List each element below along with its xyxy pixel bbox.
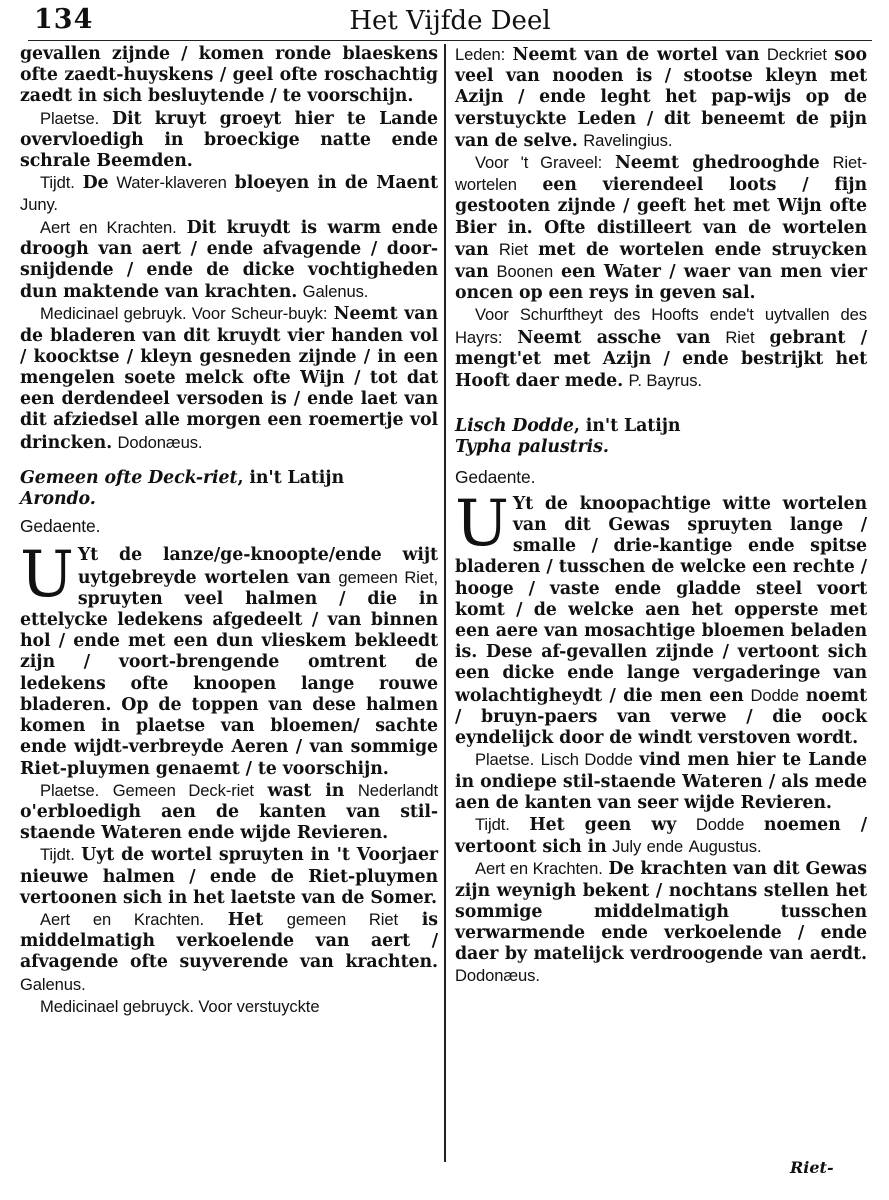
paragraph: Plaetse. Gemeen Deck-riet wast in Nederlandt o'erbloedigh aen de kanten van stil-staende Wateren ende wijde Revieren. bbox=[20, 780, 439, 844]
paragraph: Aert en Krachten. Het gemeen Riet is middelmatigh verkoelende van aert / afvagende ofte suyverende van krachten. Galenus. bbox=[20, 909, 438, 994]
paragraph: U Yt de lanze/ge-knoopte/ende wijt uytgebreyde wortelen van gemeen Riet, spruyten veel halmen / die in ettelycke ledekens afgedeelt / van binnen hol / ende met een dun vlieskem bekleedt zijn / voort-brengende omtrent de ledekens ofte knoopen lange rouwe bladeren. Op de toppen van dese halmen komen in plaetse van bloemen/ sachte ende wijdt-verbreyde Aeren / van sommige Riet-pluymen genaemt / te voorschijn. bbox=[20, 538, 438, 779]
paragraph: Plaetse. Dit kruyt groeyt hier te Lande overvloedigh in broeckige natte ende schrale Beemden. bbox=[20, 108, 438, 172]
paragraph: Aert en Krachten. De krachten van dit Gewas zijn weynigh bekent / nochtans stellen het sommige middelmatigh tusschen verwarmende ende verkoelende / ende daer by matelijck verdroogende van aerdt. Dodonæus. bbox=[455, 859, 867, 986]
paragraph: Voor Schurftheyt des Hoofts ende't uytvallen des Hayrs: Neemt assche van Riet gebrant / mengt'et met Azijn / ende bestrijkt het Hooft daer mede. P. Bayrus. bbox=[455, 305, 867, 392]
latin-name: Arondo. bbox=[20, 489, 96, 510]
drop-cap: U bbox=[20, 538, 74, 613]
catchword: Riet- bbox=[790, 1158, 834, 1177]
left-column bbox=[20, 44, 438, 1018]
drop-cap: U bbox=[455, 486, 509, 561]
paragraph: Plaetse. Lisch Dodde vind men hier te Lande in ondiepe stil-staende Wateren / als mede aen de kanten van seer wijde Revieren. bbox=[455, 750, 867, 813]
latin-name: Typha palustris. bbox=[455, 437, 609, 458]
paragraph: Tijdt. Uyt de wortel spruyten in 't Voorjaer nieuwe halmen / ende de Riet-pluymen vertoonen sich in het laetste van de Somer. bbox=[20, 845, 438, 908]
paragraph: Medicinael gebruyk. Voor Scheur-buyk: Neemt van de bladeren van dit kruydt vier handen vol / koocktse / kleyn gesneden zijnde / in een mengelen soete melck ofte Wijn / tot dat een derdendeel versoden is / ende laet van dit afziedsel alle morgen een roemertje vol drincken. Dodonæus. bbox=[20, 304, 438, 453]
paragraph: Tijdt. De Water-klaveren bloeyen in de Maent Juny. bbox=[20, 173, 438, 215]
column-divider bbox=[444, 44, 446, 1162]
page-number: 134 bbox=[34, 4, 94, 35]
section-title: Lisch Dodde, in't Latijn bbox=[455, 416, 681, 437]
paragraph: Voor 't Graveel: Neemt ghedrooghde Riet-wortelen een vierendeel loots / fijn gestooten zijnde / geeft het met Wijn ofte Bier in. Ofte distilleert van de wortelen van Riet met de wortelen ende struycken van Boonen een Water / waer van men vier oncen op een reys in geven sal. bbox=[455, 153, 868, 304]
section-title: Gemeen ofte Deck-riet, in't Latijn bbox=[20, 467, 344, 488]
subheading: Gedaente. bbox=[455, 466, 536, 487]
paragraph: gevallen zijnde / komen ronde blaeskens ofte zaedt-huyskens / geel ofte roschachtig zaedt in sich besluytende / te voorschijn. bbox=[20, 44, 438, 107]
paragraph: Tijdt. Het geen wy Dodde noemen / vertoont sich in July ende Augustus. bbox=[455, 814, 867, 858]
paragraph: U Yt de knoopachtige witte wortelen van dit Gewas spruyten lange / smalle / drie-kantige ende spitse bladeren / tusschen de welcke een rechte / hooge / vaste ende gladde steel voort komt / de welcke aen het opperste met een aere van mosachtige bloemen beladen is. Dese af-gevallen zijnde / vertoont sich een dicke ende lange vergaderinge van wolachtigheydt / die men een Dodde noemt / bruyn-paers van verwe / die oock eyndelijck door de windt verstoven wordt. bbox=[455, 486, 868, 749]
page-header bbox=[28, 0, 872, 41]
running-title: Het Vijfde Deel bbox=[349, 6, 551, 36]
subheading: Gedaente. bbox=[20, 516, 101, 537]
paragraph: Leden: Neemt van de wortel van Deckriet soo veel van nooden is / stootse kleyn met Azijn / ende leght het pap-wijs op de verstuyckte Leden / dit beneemt de pijn van de selve. Ravelingius. bbox=[455, 45, 867, 151]
right-column bbox=[455, 44, 867, 988]
paragraph: Medicinael gebruyck. Voor verstuyckte bbox=[40, 996, 320, 1016]
paragraph: Aert en Krachten. Dit kruydt is warm ende droogh van aert / ende afvagende / door-snijdende / ende de dicke vochtigheden dun maktende van krachten. Galenus. bbox=[20, 217, 438, 303]
